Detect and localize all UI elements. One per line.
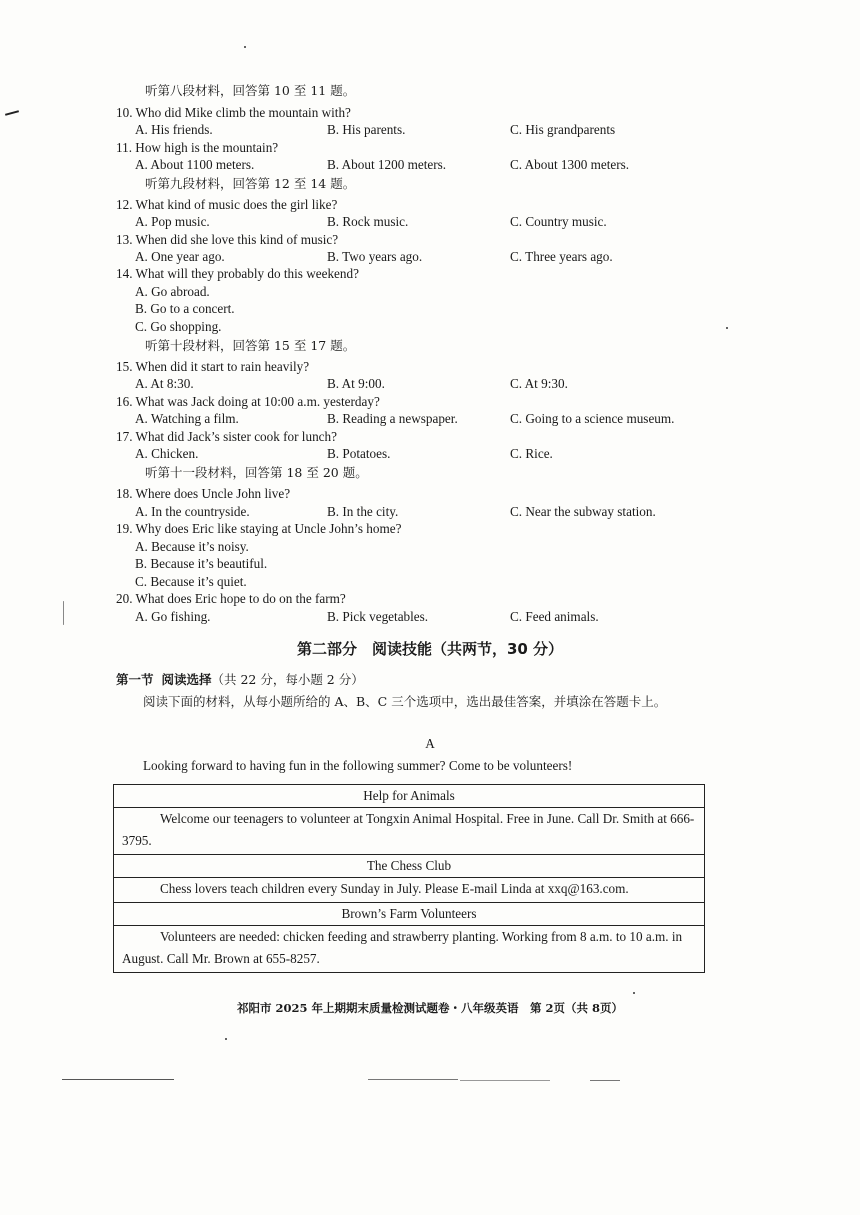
scan-speck — [633, 992, 635, 994]
option-c: C. Going to a science museum. — [510, 411, 675, 426]
question-15: 15. When did it start to rain heavily? — [116, 359, 310, 374]
option-b: B. At 9:00. — [327, 376, 385, 391]
option-b: B. Reading a newspaper. — [327, 411, 458, 426]
listening-section-11-instruction: 听第十一段材料，回答第 18 至 20 题。 — [145, 465, 368, 480]
option-b: B. His parents. — [327, 122, 406, 137]
scan-artifact-line — [590, 1080, 620, 1081]
notice-body: Volunteers are needed: chicken feeding and strawberry planting. Working from 8 a.m. to 10 a.m. in August. Call Mr. Brown at 655-8257. — [114, 926, 705, 973]
scan-speck — [726, 327, 728, 329]
listening-section-8-instruction: 听第八段材料，回答第 10 至 11 题。 — [145, 83, 356, 98]
option-a: A. At 8:30. — [135, 376, 194, 391]
option-a: A. Go fishing. — [135, 609, 211, 624]
option-c: C. Country music. — [510, 214, 607, 229]
option-a: A. In the countryside. — [135, 504, 250, 519]
scan-artifact-line — [368, 1079, 458, 1080]
question-14: 14. What will they probably do this weekend? — [116, 266, 359, 281]
listening-section-9-instruction: 听第九段材料，回答第 12 至 14 题。 — [145, 176, 356, 191]
option-b: B. Two years ago. — [327, 249, 423, 264]
question-19-option-c: C. Because it’s quiet. — [135, 574, 247, 589]
passage-label: A — [425, 736, 435, 751]
scan-artifact-mark — [5, 110, 19, 116]
scan-artifact-line — [62, 1079, 174, 1080]
reading-instruction: 阅读下面的材料，从每小题所给的 A、B、C 三个选项中，选出最佳答案，并填涂在答题卡上。 — [143, 694, 667, 709]
question-14-option-a: A. Go abroad. — [135, 284, 210, 299]
question-19-option-b: B. Because it’s beautiful. — [135, 556, 268, 571]
page-footer: 祁阳市 2025 年上期期末质量检测试题卷・八年级英语 第 2页（共 8页） — [236, 1001, 624, 1015]
option-a: A. Chicken. — [135, 446, 199, 461]
question-17: 17. What did Jack’s sister cook for lunch? — [116, 429, 337, 444]
reading-section-heading — [116, 671, 364, 688]
option-c: C. At 9:30. — [510, 376, 568, 391]
option-c: C. Feed animals. — [510, 609, 599, 624]
question-19-option-a: A. Because it’s noisy. — [135, 539, 249, 554]
option-b: B. About 1200 meters. — [327, 157, 447, 172]
option-c: C. Three years ago. — [510, 249, 613, 264]
option-a: A. Watching a film. — [135, 411, 239, 426]
section-title: 阅读选择 — [161, 672, 212, 687]
part-two-title: 第二部分 阅读技能（共两节，30 分） — [296, 640, 564, 658]
question-19: 19. Why does Eric like staying at Uncle John’s home? — [116, 521, 402, 536]
question-12: 12. What kind of music does the girl like? — [116, 197, 338, 212]
question-10: 10. Who did Mike climb the mountain with? — [116, 105, 351, 120]
passage-intro: Looking forward to having fun in the following summer? Come to be volunteers! — [143, 758, 573, 773]
notice-title: Brown’s Farm Volunteers — [114, 903, 705, 926]
option-a: A. His friends. — [135, 122, 213, 137]
option-b: B. Pick vegetables. — [327, 609, 429, 624]
scan-speck — [225, 1038, 227, 1040]
question-14-option-c: C. Go shopping. — [135, 319, 222, 334]
option-a: A. Pop music. — [135, 214, 210, 229]
option-b: B. Rock music. — [327, 214, 409, 229]
scan-speck — [244, 46, 246, 48]
section-label: 第一节 — [116, 672, 154, 687]
option-b: B. Potatoes. — [327, 446, 391, 461]
question-16: 16. What was Jack doing at 10:00 a.m. yesterday? — [116, 394, 380, 409]
scan-speck — [63, 601, 64, 625]
notice-body: Chess lovers teach children every Sunday in July. Please E-mail Linda at xxq@163.com. — [114, 878, 705, 903]
notice-body: Welcome our teenagers to volunteer at Tongxin Animal Hospital. Free in June. Call Dr. Smith at 666-3795. — [114, 808, 705, 855]
notice-title: Help for Animals — [114, 785, 705, 808]
notice-title: The Chess Club — [114, 855, 705, 878]
option-a: A. About 1100 meters. — [135, 157, 255, 172]
option-c: C. Rice. — [510, 446, 553, 461]
option-c: C. Near the subway station. — [510, 504, 656, 519]
option-c: C. His grandparents — [510, 122, 616, 137]
option-a: A. One year ago. — [135, 249, 225, 264]
question-20: 20. What does Eric hope to do on the farm? — [116, 591, 346, 606]
scan-artifact-line — [460, 1080, 550, 1081]
option-c: C. About 1300 meters. — [510, 157, 630, 172]
option-b: B. In the city. — [327, 504, 399, 519]
question-14-option-b: B. Go to a concert. — [135, 301, 235, 316]
question-18: 18. Where does Uncle John live? — [116, 486, 291, 501]
question-13: 13. When did she love this kind of music? — [116, 232, 339, 247]
volunteer-notices-table — [113, 784, 705, 973]
section-score: （共 22 分，每小题 2 分） — [211, 672, 364, 687]
question-11: 11. How high is the mountain? — [116, 140, 279, 155]
listening-section-10-instruction: 听第十段材料，回答第 15 至 17 题。 — [145, 338, 356, 353]
